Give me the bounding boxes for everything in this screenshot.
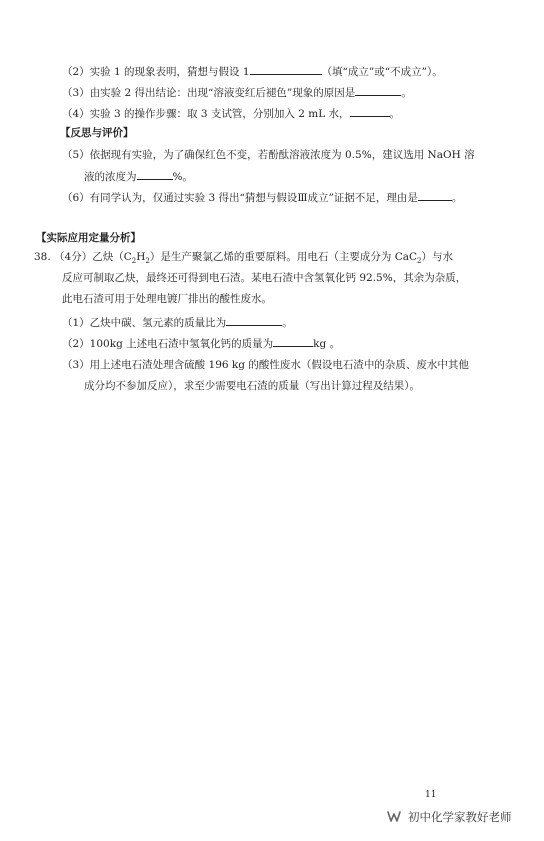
item-4: （4）实验 3 的操作步骤：取 3 支试管，分别加入 2 mL 水， 。 [62, 105, 400, 121]
answer-blank[interactable] [418, 189, 452, 201]
answer-blank[interactable] [355, 84, 401, 96]
watermark-text: 初中化学家教好老师 [408, 810, 512, 824]
page-number: 11 [425, 790, 437, 800]
answer-blank[interactable] [250, 63, 322, 75]
wechat-channel-icon [386, 810, 402, 824]
question-38-line-1: 38. （4分）乙炔$(C_2H_2)$是生产聚氯乙烯的重要原料。用电石（主要成分为 CaC$_2$）与水 [34, 251, 454, 266]
item-5-line-1: （5）依据现有实验，为了确保红色不变，若酚酞溶液浓度为 0.5%，建议选用 NaOH 溶 [62, 149, 475, 161]
sub-question-3-line-1: （3）用上述电石渣处理含硫酸 196 kg 的酸性废水（假设电石渣中的杂质、废水中其他 [62, 359, 469, 371]
answer-blank[interactable] [226, 314, 282, 326]
item-6: （6）有同学认为，仅通过实验 3 得出“猜想与假设Ⅲ成立”证据不足，理由是 。 [62, 189, 462, 205]
question-38-line-3: 此电石渣可用于处理电镀厂排出的酸性废水。 [62, 293, 272, 305]
watermark [386, 809, 512, 825]
question-number: 38. [34, 251, 51, 263]
item-5-line-2: 液的浓度为 %。 [84, 168, 193, 184]
answer-blank[interactable] [137, 168, 173, 180]
question-38-line-2: 反应可制取乙炔，最终还可得到电石渣。某电石渣中含氢氧化钙 92.5%，其余为杂质， [62, 272, 467, 284]
answer-blank[interactable] [273, 335, 313, 347]
section-title: 【实际应用定量分析】 [36, 232, 141, 244]
sub-question-3-line-2: 成分均不参加反应），求至少需要电石渣的质量（写出计算过程及结果）。 [84, 380, 420, 392]
answer-blank[interactable] [350, 105, 390, 117]
item-2: （2）实验 1 的现象表明，猜想与假设 1 （填“成立”或“不成立”）。 [62, 63, 443, 79]
item-3: （3）由实验 2 得出结论：出现“溶液变红后褪色”现象的原因是 。 [62, 84, 412, 100]
sub-question-1: （1）乙炔中碳、氢元素的质量比为 。 [62, 314, 293, 330]
sub-question-2: （2）100kg 上述电石渣中氢氧化钙的质量为 kg 。 [62, 335, 340, 351]
reflection-heading: 【反思与评价】 [60, 127, 134, 139]
